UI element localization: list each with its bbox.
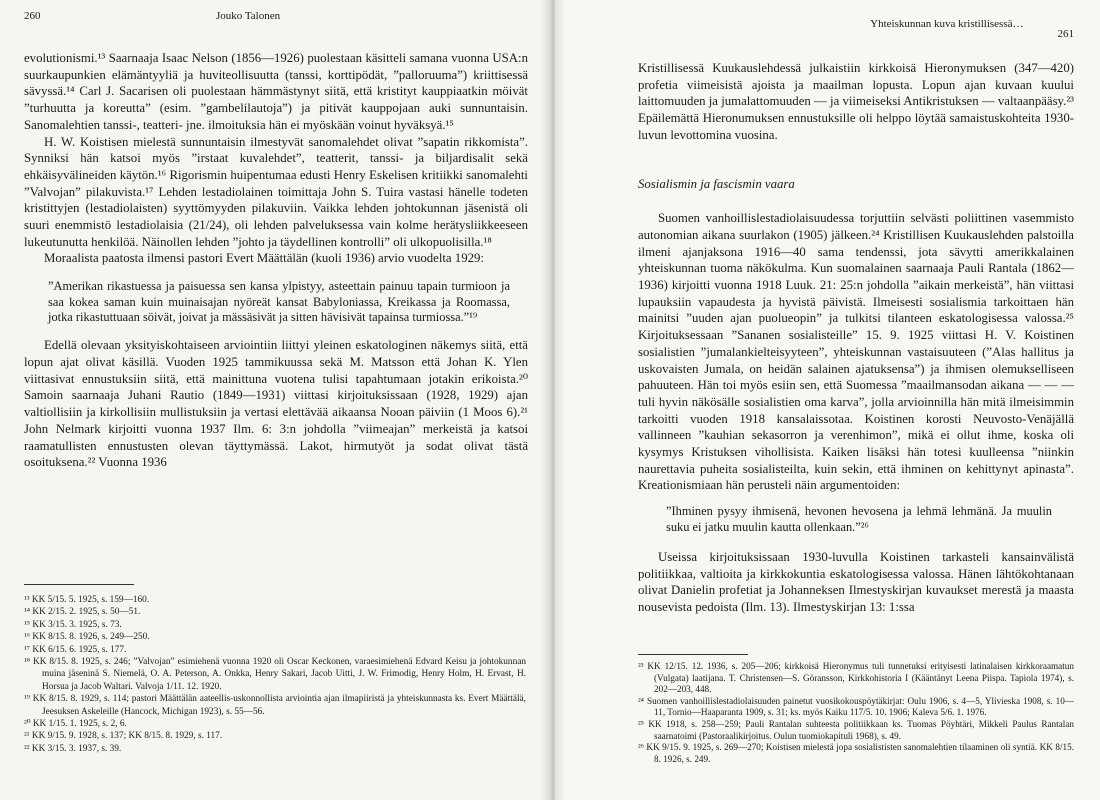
footnote: ²⁰ KK 1/15. 1. 1925, s. 2, 6.: [24, 719, 127, 730]
paragraph: evolutionismi.¹³ Saarnaaja Isaac Nelson (1856—1926) puolestaan käsitteli samana vuonna USA:n suurkaupunkien elämäntyyliä ja huviteollisuutta (tanssi, korttipödät, ”palloruuma”) kriittisessä sävyssä.¹⁴ Carl J. Sacarisen oli puolestaan hämmästynyt siitä, että kristityt kauppiaatkin möivät ”turhuutta ja koreutta” (esim. ”gambelilautoja”) ja pitivät kauppojaan auki sunnuntaisin. Sanomalehtien tanssi-, teatteri- jne. ilmoituksia hän ei myöskään voinut hyväksyä.¹⁵: [24, 51, 528, 132]
footnote: ¹⁷ KK 6/15. 6. 1925, s. 177.: [24, 644, 127, 655]
footnote: ¹³ KK 5/15. 5. 1925, s. 159—160.: [24, 595, 150, 605]
right-page: [552, 0, 1100, 800]
footnote-rule: [638, 654, 748, 655]
paragraph: Edellä olevaan yksityiskohtaiseen arviointiin liittyi yleinen eskatologinen näkemys siitä, että lopun ajat olivat käsillä. Vuoden 1925 tammikuussa sekä M. Matsson että Johan K. Ylen viittasivat ennustuksiin siitä, että mainittuna vuotena tulisi tapahtumaan jotakin erikoista.²⁰ Samoin saarnaaja Juhani Rautio (1849—1931) viittasi kirjoituksissaan (1928, 1929) ajan valtiollisiin ja kirkollisiin mullistuksiin ja vertasi elettävää aikaansa Nooan päiviin (1 Moos 6).²¹ John Nelmark kirjoitti vuonna 1937 Ilm. 6: 3:n johdolla ”viimeajan” merkeistä ja katsoi raamatullisten ennustusten olevan täyttymässä. Lakot, hirmutyöt ja sodat olivat tästä osoituksena.²² Vuonna 1936: [24, 338, 528, 470]
paragraph: Moraalista paatosta ilmensi pastori Evert Määttälän (kuoli 1936) arvio vuodelta 1929:: [44, 251, 484, 266]
footnote: ¹⁶ KK 8/15. 8. 1926, s. 249—250.: [24, 632, 150, 643]
running-head: Jouko Talonen: [216, 10, 281, 22]
footnote: ²⁴ Suomen vanhoillislestadiolaisuuden painetut vuosikokouspöytäkirjat: Oulu 1906, s. 4—5, Ylivieska 1908, s. 10—11, Tornio—Haaparanta 1909, s. 31; ks. myös Kaiku 117/5. 10. 1906; Kaleva 5/6. 1. 1976.: [638, 695, 1074, 718]
footnote: ²⁶ KK 9/15. 9. 1925, s. 269—270; Koistisen mielestä jopa sosialististen sanomalehtien tilaaminen oli syntiä. KK 8/15. 8. 1926, s. 249.: [638, 742, 1074, 764]
footnote: ²⁵ KK 1918, s. 258—259; Pauli Rantalan suhteesta politiikkaan ks. Tuomas Pöyhtäri, Mikkeli Paulus Rantalan saarnatoimi (Pastoraalikirjoitus. Oulun tuomiokapituli 1968), s. 49.: [638, 718, 1074, 741]
footnote: ²¹ KK 9/15. 9. 1928, s. 137; KK 8/15. 8. 1929, s. 117.: [24, 731, 223, 742]
section-title: Sosialismin ja fascismin vaara: [638, 176, 795, 191]
left-page-header: [24, 10, 528, 34]
footnote: ²³ KK 12/15. 12. 1936, s. 205—206; kirkkoisä Hieronymus tuli tunnetuksi erityisesti latinalaisen kirkkoraamatun (Vulgata) laatijana. T. Christensen—S. Göransson, Kirkkohistoria I (Kääntänyt Leena Piispa. Tapiola 1974), s. 202—203, 448.: [638, 661, 1074, 695]
block-quote: ”Amerikan rikastuessa ja paisuessa sen kansa ylpistyy, asteettain painuu tapain turmioon ja saa kokea saman kuin muinaisajan nyöreät kansat Babyloniassa, Kreikassa ja Roomassa, jotka rikastuttuaan söivät, joivat ja mässäsivät ja sitten hävisivät tapainsa turmiossa.”¹⁹: [48, 279, 510, 324]
paragraph: Suomen vanhoillislestadiolaisuudessa torjuttiin selvästi poliittinen vasemmisto autonomian aikana suurlakon (1905) jälkeen.²⁴ Kristillisen Kuukauslehden palstoilla ilmeni ajanjaksona 1916—40 sama tendenssi, jota sävytti amerikkalainen yhteiskunnan tuoma näkökulma. Kun suomalainen saarnaaja Pauli Rantala (1862—1936) kirjoitti vuonna 1918 Luuk. 21: 25:n johdolla ”aikain merkeistä”, hän viittasi lupauksiin vapaudesta ja hyvistä päivistä. Ilmeisesti sosialismia tarkoittaen hän mainitsi ”uuden ajan puolueopin” ja tulkitsi tilanteen eskatologisessa valossa.²⁵ Kirjoituksessaan ”Sananen sosialisteille” 15. 9. 1925 viittasi H. V. Koistinen sosialistien ”jumalankielteisyyteen”, yhteiskunnan vastaisuuteen (”Alas hallitus ja uskovaisten Jumala, on heidän salainen ajatuksensa”) ja ihmisen olemukselliseen pahuuteen. Hän toi myös esiin sen, että Suomessa ”maailmansodan aikana — — — tuli hyvin näkösälle sosialistien oma karva”, jolla arvioinnilla hän mitä ilmeisimmin tarkoitti vuoden 1918 kansalaissotaa. Koistinen korosti Neuvosto-Venäjällä vallinneen ”kauhian sekasorron ja verenhimon”, mikä ei ollut ihme, koska oli kysymys Kristuksen vihollisista. Kaiken lisäksi hän totesi kuulleensa ”niinkin naurettavia puheita sosialisteilta, kuin sekin, että ihminen on kehittynyt apinasta”. Kreationismiaan hän perusteli näin argumentoiden:: [638, 211, 1074, 493]
right-body-text: [638, 60, 1074, 616]
block-quote: ”Ihminen pysyy ihmisenä, hevonen hevosena ja lehmä lehmänä. Ja muulin suku ei jatku muulin kautta ollenkaan.”²⁶: [666, 504, 1052, 534]
right-footnotes: [638, 654, 1074, 765]
footnote: ¹⁹ KK 8/15. 8. 1929, s. 114; pastori Määttälän aateellis-uskonnollista arviointia ajan ilmapiiristä ja yhteiskunnasta ks. Evert Määttälä, Jeesuksen Askeleille (Hancock, Michigan 1923), s. 55—56.: [24, 694, 526, 717]
footnote: ¹⁴ KK 2/15. 2. 1925, s. 50—51.: [24, 607, 141, 618]
page-number: 261: [1057, 28, 1074, 40]
left-footnotes: [24, 584, 526, 755]
footnote: ¹⁵ KK 3/15. 3. 1925, s. 73.: [24, 619, 122, 630]
paragraph: H. W. Koistisen mielestä sunnuntaisin ilmestyvät sanomalehdet olivat ”sapatin rikkomista”. Synniksi hän katsoi myös ”irstaat kuvalehdet”, teatterit, tanssi- ja biljardisalit sekä ehkäisyvälineiden käytön.¹⁶ Rigorismin huipentumaa edusti Henry Eskelisen kritiikki sanomalehti ”Valvojan” pilakuvista.¹⁷ Lehden lestadiolainen toimittaja John S. Tuira vastasi hänelle todeten kristittyjen (lestadiolaisten) syyttömyyden pilakuviin. Vaikka lehden johtokunnan jäsenistä oli suuri enemmistö lestadiolaisia (21/24), oli lehden palveluksessa vain kolme herätysliikkeeseen lukeutunutta henkilöä. Näinollen lehden ”johto ja täydellinen kontrolli” oli ulkopuolisilla.¹⁸: [24, 134, 528, 249]
paragraph: Useissa kirjoituksissaan 1930-luvulla Koistinen tarkasteli kansainvälistä politiikkaa, valtioita ja kirkkokuntia eskatologisessa valossa. Hänen lähtökohtanaan olivat Danielin profetiat ja Johanneksen Ilmestyskirjan kuvaukset merestä ja maasta nousevista pedoista (Ilm. 13). Ilmestyskirjan 13: 1:ssa: [638, 549, 1074, 615]
footnote: ¹⁸ KK 8/15. 8. 1925, s. 246; ”Valvojan” esimiehenä vuonna 1920 oli Oscar Keckonen, varaesimiehenä Edvard Keisu ja johtokunnan muina jäseninä S. Niemelä, O. A. Peterson, A. Onkka, Henry Sakari, Jacob Uitti, J. W. Frimodig, Henry Holm, H. Ervast, H. Horsua ja Jacob Waltari. Valvoja 1/11. 12. 1920.: [24, 657, 526, 692]
page-number: 260: [24, 10, 41, 22]
footnote-rule: [24, 584, 134, 585]
running-head: Yhteiskunnan kuva kristillisessä…: [870, 18, 1024, 30]
left-body-text: [24, 50, 528, 471]
paragraph: Kristillisessä Kuukauslehdessä julkaistiin kirkkoisä Hieronymuksen (347—420) profetia viimeisistä ajoista ja maailman lopusta. Lopun ajan kuvaan kuului laittomuuden ja jumalattomuuden — ja viimeiseksi Antikristuksen — valtaanpääsy.²³ Epäilemättä Hieronumuksen ennustuksille oli helppo löytää samaistuskohteita 1930-luvun levottomina vuosina.: [638, 61, 1074, 142]
footnote: ²² KK 3/15. 3. 1937, s. 39.: [24, 743, 122, 754]
right-page-header: [638, 14, 1074, 38]
